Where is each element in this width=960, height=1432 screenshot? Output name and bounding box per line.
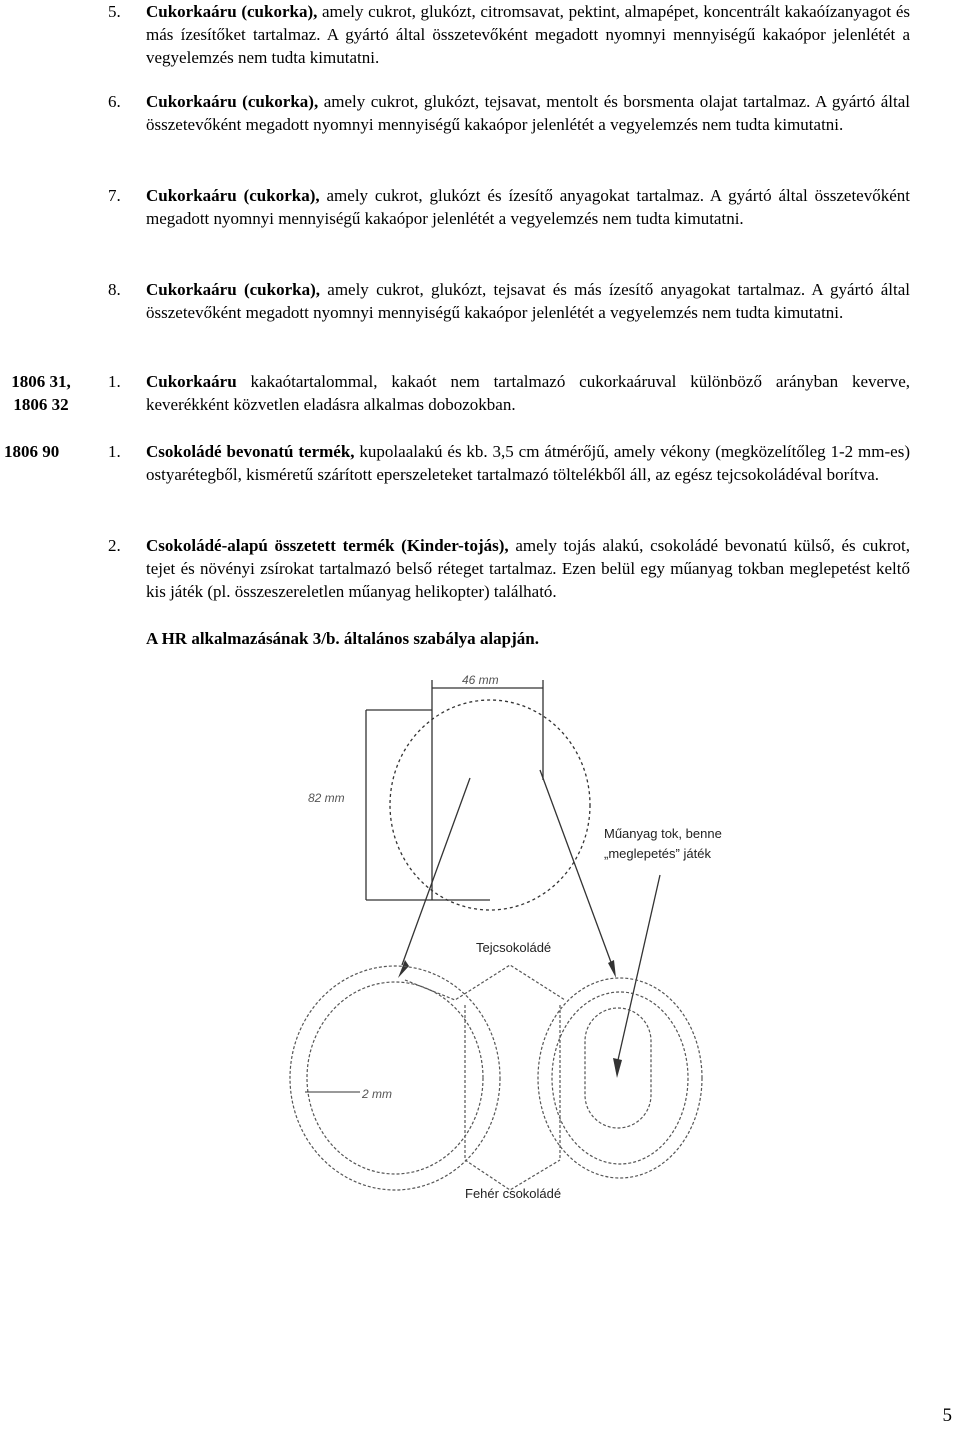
item-number: 6. (108, 92, 121, 111)
item-text (146, 278, 910, 324)
classification-rule: A HR alkalmazásának 3/b. általános szabálya alapján. (146, 629, 539, 648)
item-rest: kupolaalakú és kb. 3,5 cm átmérőjű, amely vékony (megközelítőleg 1-2 mm-es) ostyarétegből, kisméretű szárított eperszeleteket tartalmazó töltelékből áll, az egész tejcsokoládéval borítva. (146, 442, 910, 484)
page-number: 5 (942, 1405, 952, 1426)
left-half-inner (307, 982, 483, 1174)
height-label: 82 mm (308, 791, 345, 805)
right-half-inner (552, 992, 688, 1164)
tariff-code: 1806 31, 1806 32 (11, 372, 71, 414)
capsule-label-line1: Műanyag tok, benne (604, 826, 722, 841)
item-number: 1. (108, 372, 121, 391)
item-rest: kakaótartalommal, kakaót nem tartalmazó cukorkaáruval különböző arányban keverve, keverékként közvetlen eladásra alkalmas dobozokban. (146, 372, 910, 414)
item-text (146, 534, 910, 603)
item-bold: Csokoládé-alapú összetett termék (Kinder-tojás), (146, 536, 509, 555)
item-rest: amely cukrot, glukózt, citromsavat, pektint, almapépet, koncentrált kakaóízanyagot és más ízesítőket tartalmaz. A gyártó által összetevőként megadott nyomnyi mennyiségű kakaópor jelenlétét a vegyelemzés nem tudta kimutatni. (146, 2, 910, 67)
milk-chocolate-label: Tejcsokoládé (476, 940, 552, 955)
item-number: 5. (108, 2, 121, 21)
tariff-code: 1806 90 (4, 442, 60, 461)
white-chocolate-label: Fehér csokoládé (465, 1186, 562, 1201)
thickness-label: 2 mm (362, 1087, 392, 1101)
egg-wrapper-zigzag (405, 965, 565, 1000)
kinder-egg-diagram (0, 660, 960, 1220)
capsule-label-line2: „meglepetés” játék (604, 846, 711, 861)
item-rest: amely cukrot, glukózt, tejsavat, mentolt és borsmenta olajat tartalmaz. A gyártó által összetevőként megadott nyomnyi mennyiségű kakaópor jelenlétét a vegyelemzés nem tudta kimutatni. (146, 92, 910, 134)
item-rest: amely cukrot, glukózt, tejsavat és más ízesítő anyagokat tartalmaz. A gyártó által összetevőként megadott nyomnyi mennyiségű kakaópor jelenlétét a vegyelemzés nem tudta kimutatni. (146, 280, 910, 322)
item-number: 8. (108, 280, 121, 299)
arrow-head (608, 960, 616, 978)
item-rest: amely tojás alakú, csokoládé bevonatú külső, és cukrot, tejet és növényi zsírokat tartalmazó belső réteget tartalmaz. Ezen belül egy műanyag tokban meglepetést keltő kis játék (pl. összeszereletlen műanyag helikopter) található. (146, 536, 910, 601)
item-bold: Cukorkaáru (cukorka), (146, 280, 320, 299)
egg-outline (390, 700, 590, 910)
item-number: 2. (108, 536, 121, 555)
item-number: 7. (108, 186, 121, 205)
left-half-outer (290, 966, 500, 1190)
arrow-head (613, 1058, 622, 1078)
width-label: 46 mm (462, 673, 499, 687)
item-bold: Csokoládé bevonatú termék, (146, 442, 355, 461)
item-bold: Cukorkaáru (cukorka), (146, 92, 319, 111)
item-bold: Cukorkaáru (cukorka), (146, 2, 318, 21)
item-bold: Cukorkaáru (cukorka), (146, 186, 320, 205)
item-number: 1. (108, 442, 121, 461)
item-text (146, 0, 910, 69)
item-text (146, 370, 910, 416)
item-text (146, 440, 910, 486)
pointer-line (540, 770, 612, 965)
item-text (146, 90, 910, 136)
item-text (146, 184, 910, 230)
pointer-line (402, 778, 470, 965)
item-bold: Cukorkaáru (146, 372, 237, 391)
item-rest: amely cukrot, glukózt és ízesítő anyagokat tartalmaz. A gyártó által összetevőként megadott nyomnyi mennyiségű kakaópor jelenlétét a vegyelemzés nem tudta kimutatni. (146, 186, 910, 228)
capsule-pointer-line (618, 875, 660, 1060)
